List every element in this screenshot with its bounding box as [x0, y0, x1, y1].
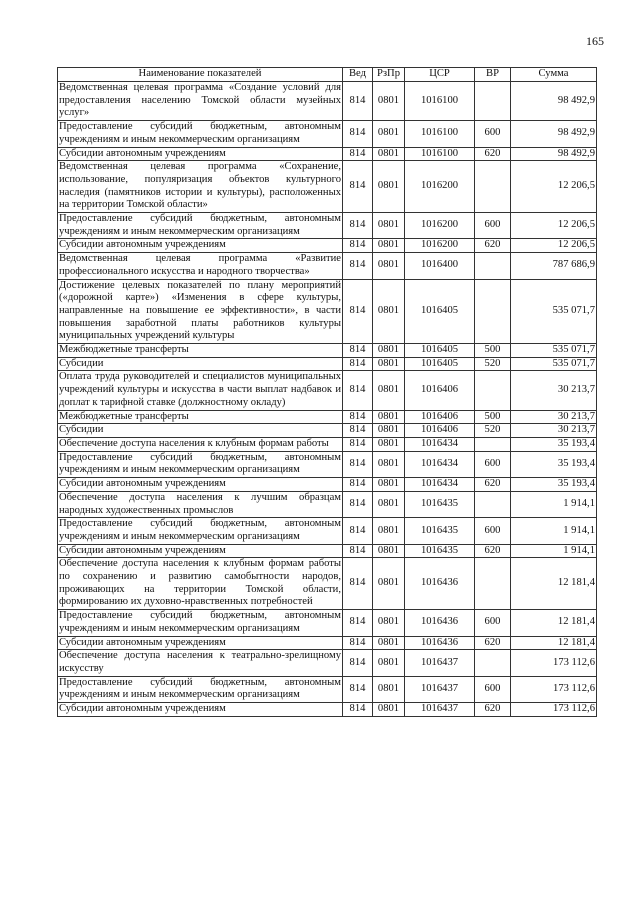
row-csr: 1016405	[405, 344, 475, 358]
table-row	[58, 650, 597, 676]
row-name: Обеспечение доступа населения к клубным формам работы	[58, 437, 343, 451]
row-ved: 814	[343, 357, 373, 371]
row-rzpr: 0801	[373, 518, 405, 544]
row-csr: 1016200	[405, 161, 475, 213]
row-rzpr: 0801	[373, 544, 405, 558]
row-sum: 173 112,6	[511, 703, 597, 717]
table-row	[58, 239, 597, 253]
row-csr: 1016434	[405, 478, 475, 492]
row-vr	[475, 253, 511, 279]
table-row	[58, 371, 597, 410]
row-name: Субсидии автономным учреждениям	[58, 544, 343, 558]
table-row	[58, 610, 597, 636]
row-ved: 814	[343, 161, 373, 213]
row-rzpr: 0801	[373, 161, 405, 213]
row-sum: 35 193,4	[511, 451, 597, 477]
row-sum: 12 206,5	[511, 239, 597, 253]
row-rzpr: 0801	[373, 147, 405, 161]
table-row	[58, 558, 597, 610]
row-rzpr: 0801	[373, 650, 405, 676]
table-row	[58, 161, 597, 213]
budget-table	[57, 67, 597, 717]
row-csr: 1016100	[405, 82, 475, 121]
row-rzpr: 0801	[373, 676, 405, 702]
row-csr: 1016437	[405, 650, 475, 676]
row-name: Оплата труда руководителей и специалистов муниципальных учреждений культуры и искусства в части выплат надбавок и доплат к тарифной ставке (должностному окладу)	[58, 371, 343, 410]
row-csr: 1016100	[405, 147, 475, 161]
row-vr: 620	[475, 147, 511, 161]
row-ved: 814	[343, 371, 373, 410]
row-ved: 814	[343, 424, 373, 438]
row-vr	[475, 82, 511, 121]
row-rzpr: 0801	[373, 121, 405, 147]
row-rzpr: 0801	[373, 279, 405, 344]
row-ved: 814	[343, 213, 373, 239]
row-rzpr: 0801	[373, 410, 405, 424]
row-name: Субсидии автономным учреждениям	[58, 147, 343, 161]
table-row	[58, 279, 597, 344]
table-row	[58, 424, 597, 438]
row-ved: 814	[343, 558, 373, 610]
row-sum: 535 071,7	[511, 279, 597, 344]
row-rzpr: 0801	[373, 82, 405, 121]
row-sum: 1 914,1	[511, 544, 597, 558]
row-ved: 814	[343, 544, 373, 558]
table-row	[58, 344, 597, 358]
table-row	[58, 703, 597, 717]
row-name: Субсидии автономным учреждениям	[58, 636, 343, 650]
row-rzpr: 0801	[373, 344, 405, 358]
row-csr: 1016434	[405, 451, 475, 477]
row-csr: 1016436	[405, 610, 475, 636]
row-name: Предоставление субсидий бюджетным, автономным учреждениям и иным некоммерческим организациям	[58, 451, 343, 477]
row-csr: 1016200	[405, 239, 475, 253]
table-row	[58, 410, 597, 424]
row-name: Достижение целевых показателей по плану мероприятий («дорожной карте») «Изменения в сфере культуры, направленные на повышение ее эффективности», в части повышения заработной платы работников культуры муниципальных учреждений культуры	[58, 279, 343, 344]
row-sum: 535 071,7	[511, 357, 597, 371]
row-vr	[475, 371, 511, 410]
row-sum: 98 492,9	[511, 121, 597, 147]
row-name: Обеспечение доступа населения к клубным формам работы по сохранению и развитию самобытности народов, проживающих на территории Томской области, формированию их духовно-нравственных потребностей	[58, 558, 343, 610]
row-ved: 814	[343, 650, 373, 676]
row-csr: 1016437	[405, 703, 475, 717]
table-row	[58, 676, 597, 702]
row-vr: 520	[475, 357, 511, 371]
header-csr: ЦСР	[405, 68, 475, 82]
row-sum: 12 206,5	[511, 161, 597, 213]
row-ved: 814	[343, 147, 373, 161]
row-csr: 1016437	[405, 676, 475, 702]
row-name: Межбюджетные трансферты	[58, 344, 343, 358]
row-rzpr: 0801	[373, 636, 405, 650]
row-sum: 173 112,6	[511, 676, 597, 702]
row-csr: 1016200	[405, 213, 475, 239]
row-name: Субсидии	[58, 424, 343, 438]
row-name: Предоставление субсидий бюджетным, автономным учреждениям и иным некоммерческим организациям	[58, 121, 343, 147]
row-sum: 35 193,4	[511, 478, 597, 492]
row-name: Обеспечение доступа населения к театрально-зрелищному искусству	[58, 650, 343, 676]
row-ved: 814	[343, 518, 373, 544]
row-name: Субсидии автономным учреждениям	[58, 478, 343, 492]
row-sum: 12 181,4	[511, 610, 597, 636]
row-vr: 500	[475, 410, 511, 424]
row-rzpr: 0801	[373, 357, 405, 371]
row-csr: 1016406	[405, 424, 475, 438]
row-vr	[475, 161, 511, 213]
table-row	[58, 213, 597, 239]
row-sum: 12 181,4	[511, 558, 597, 610]
row-sum: 98 492,9	[511, 147, 597, 161]
row-sum: 30 213,7	[511, 410, 597, 424]
row-vr	[475, 650, 511, 676]
table-row	[58, 121, 597, 147]
header-row	[58, 68, 597, 82]
row-name: Предоставление субсидий бюджетным, автономным учреждениям и иным некоммерческим организациям	[58, 610, 343, 636]
table-row	[58, 491, 597, 517]
row-sum: 1 914,1	[511, 518, 597, 544]
row-rzpr: 0801	[373, 424, 405, 438]
row-vr: 500	[475, 344, 511, 358]
row-vr: 600	[475, 451, 511, 477]
page-number: 165	[586, 34, 604, 48]
table-row	[58, 357, 597, 371]
header-name: Наименование показателей	[58, 68, 343, 82]
row-ved: 814	[343, 410, 373, 424]
row-name: Ведомственная целевая программа «Сохранение, использование, популяризация объектов культурного наследия (памятников истории и культуры), расположенных на территории Томской области»	[58, 161, 343, 213]
row-sum: 30 213,7	[511, 371, 597, 410]
row-ved: 814	[343, 676, 373, 702]
row-csr: 1016434	[405, 437, 475, 451]
row-sum: 12 206,5	[511, 213, 597, 239]
row-rzpr: 0801	[373, 478, 405, 492]
row-ved: 814	[343, 451, 373, 477]
row-name: Ведомственная целевая программа «Развитие профессионального искусства и народного творчества»	[58, 253, 343, 279]
row-sum: 12 181,4	[511, 636, 597, 650]
row-rzpr: 0801	[373, 558, 405, 610]
header-sum: Сумма	[511, 68, 597, 82]
row-csr: 1016435	[405, 544, 475, 558]
row-csr: 1016436	[405, 636, 475, 650]
row-vr: 620	[475, 703, 511, 717]
row-vr: 620	[475, 239, 511, 253]
table-row	[58, 636, 597, 650]
row-sum: 535 071,7	[511, 344, 597, 358]
table-row	[58, 518, 597, 544]
table-body	[58, 82, 597, 717]
row-vr	[475, 437, 511, 451]
row-rzpr: 0801	[373, 239, 405, 253]
row-sum: 30 213,7	[511, 424, 597, 438]
row-sum: 98 492,9	[511, 82, 597, 121]
row-sum: 35 193,4	[511, 437, 597, 451]
row-name: Обеспечение доступа населения к лучшим образцам народных художественных промыслов	[58, 491, 343, 517]
row-ved: 814	[343, 703, 373, 717]
row-csr: 1016400	[405, 253, 475, 279]
row-name: Субсидии автономным учреждениям	[58, 703, 343, 717]
table-row	[58, 544, 597, 558]
table-row	[58, 253, 597, 279]
row-name: Предоставление субсидий бюджетным, автономным учреждениям и иным некоммерческим организациям	[58, 676, 343, 702]
row-ved: 814	[343, 344, 373, 358]
row-csr: 1016406	[405, 410, 475, 424]
row-name: Межбюджетные трансферты	[58, 410, 343, 424]
row-name: Предоставление субсидий бюджетным, автономным учреждениям и иным некоммерческим организациям	[58, 213, 343, 239]
row-sum: 173 112,6	[511, 650, 597, 676]
row-csr: 1016405	[405, 279, 475, 344]
row-ved: 814	[343, 437, 373, 451]
row-ved: 814	[343, 610, 373, 636]
row-ved: 814	[343, 478, 373, 492]
row-ved: 814	[343, 82, 373, 121]
header-rzpr: РзПр	[373, 68, 405, 82]
row-ved: 814	[343, 491, 373, 517]
row-vr	[475, 491, 511, 517]
row-csr: 1016406	[405, 371, 475, 410]
row-csr: 1016435	[405, 518, 475, 544]
row-rzpr: 0801	[373, 610, 405, 636]
row-name: Субсидии автономным учреждениям	[58, 239, 343, 253]
row-ved: 814	[343, 253, 373, 279]
row-vr: 600	[475, 213, 511, 239]
row-rzpr: 0801	[373, 213, 405, 239]
row-rzpr: 0801	[373, 437, 405, 451]
table-row	[58, 147, 597, 161]
row-vr: 600	[475, 676, 511, 702]
row-vr: 620	[475, 478, 511, 492]
row-vr	[475, 279, 511, 344]
row-ved: 814	[343, 279, 373, 344]
row-name: Предоставление субсидий бюджетным, автономным учреждениям и иным некоммерческим организациям	[58, 518, 343, 544]
row-vr	[475, 558, 511, 610]
row-vr: 620	[475, 636, 511, 650]
row-rzpr: 0801	[373, 253, 405, 279]
row-csr: 1016405	[405, 357, 475, 371]
row-vr: 600	[475, 121, 511, 147]
row-csr: 1016435	[405, 491, 475, 517]
row-csr: 1016100	[405, 121, 475, 147]
table-row	[58, 451, 597, 477]
row-ved: 814	[343, 239, 373, 253]
row-name: Ведомственная целевая программа «Создание условий для предоставления населению Томской области музейных услуг»	[58, 82, 343, 121]
row-sum: 787 686,9	[511, 253, 597, 279]
table-row	[58, 82, 597, 121]
row-ved: 814	[343, 636, 373, 650]
row-vr: 520	[475, 424, 511, 438]
row-ved: 814	[343, 121, 373, 147]
row-rzpr: 0801	[373, 491, 405, 517]
row-name: Субсидии	[58, 357, 343, 371]
row-csr: 1016436	[405, 558, 475, 610]
row-vr: 600	[475, 610, 511, 636]
row-vr: 620	[475, 544, 511, 558]
row-vr: 600	[475, 518, 511, 544]
row-rzpr: 0801	[373, 451, 405, 477]
row-rzpr: 0801	[373, 703, 405, 717]
header-ved: Вед	[343, 68, 373, 82]
table-row	[58, 478, 597, 492]
header-vr: ВР	[475, 68, 511, 82]
table-header	[58, 68, 597, 82]
row-rzpr: 0801	[373, 371, 405, 410]
table-row	[58, 437, 597, 451]
row-sum: 1 914,1	[511, 491, 597, 517]
